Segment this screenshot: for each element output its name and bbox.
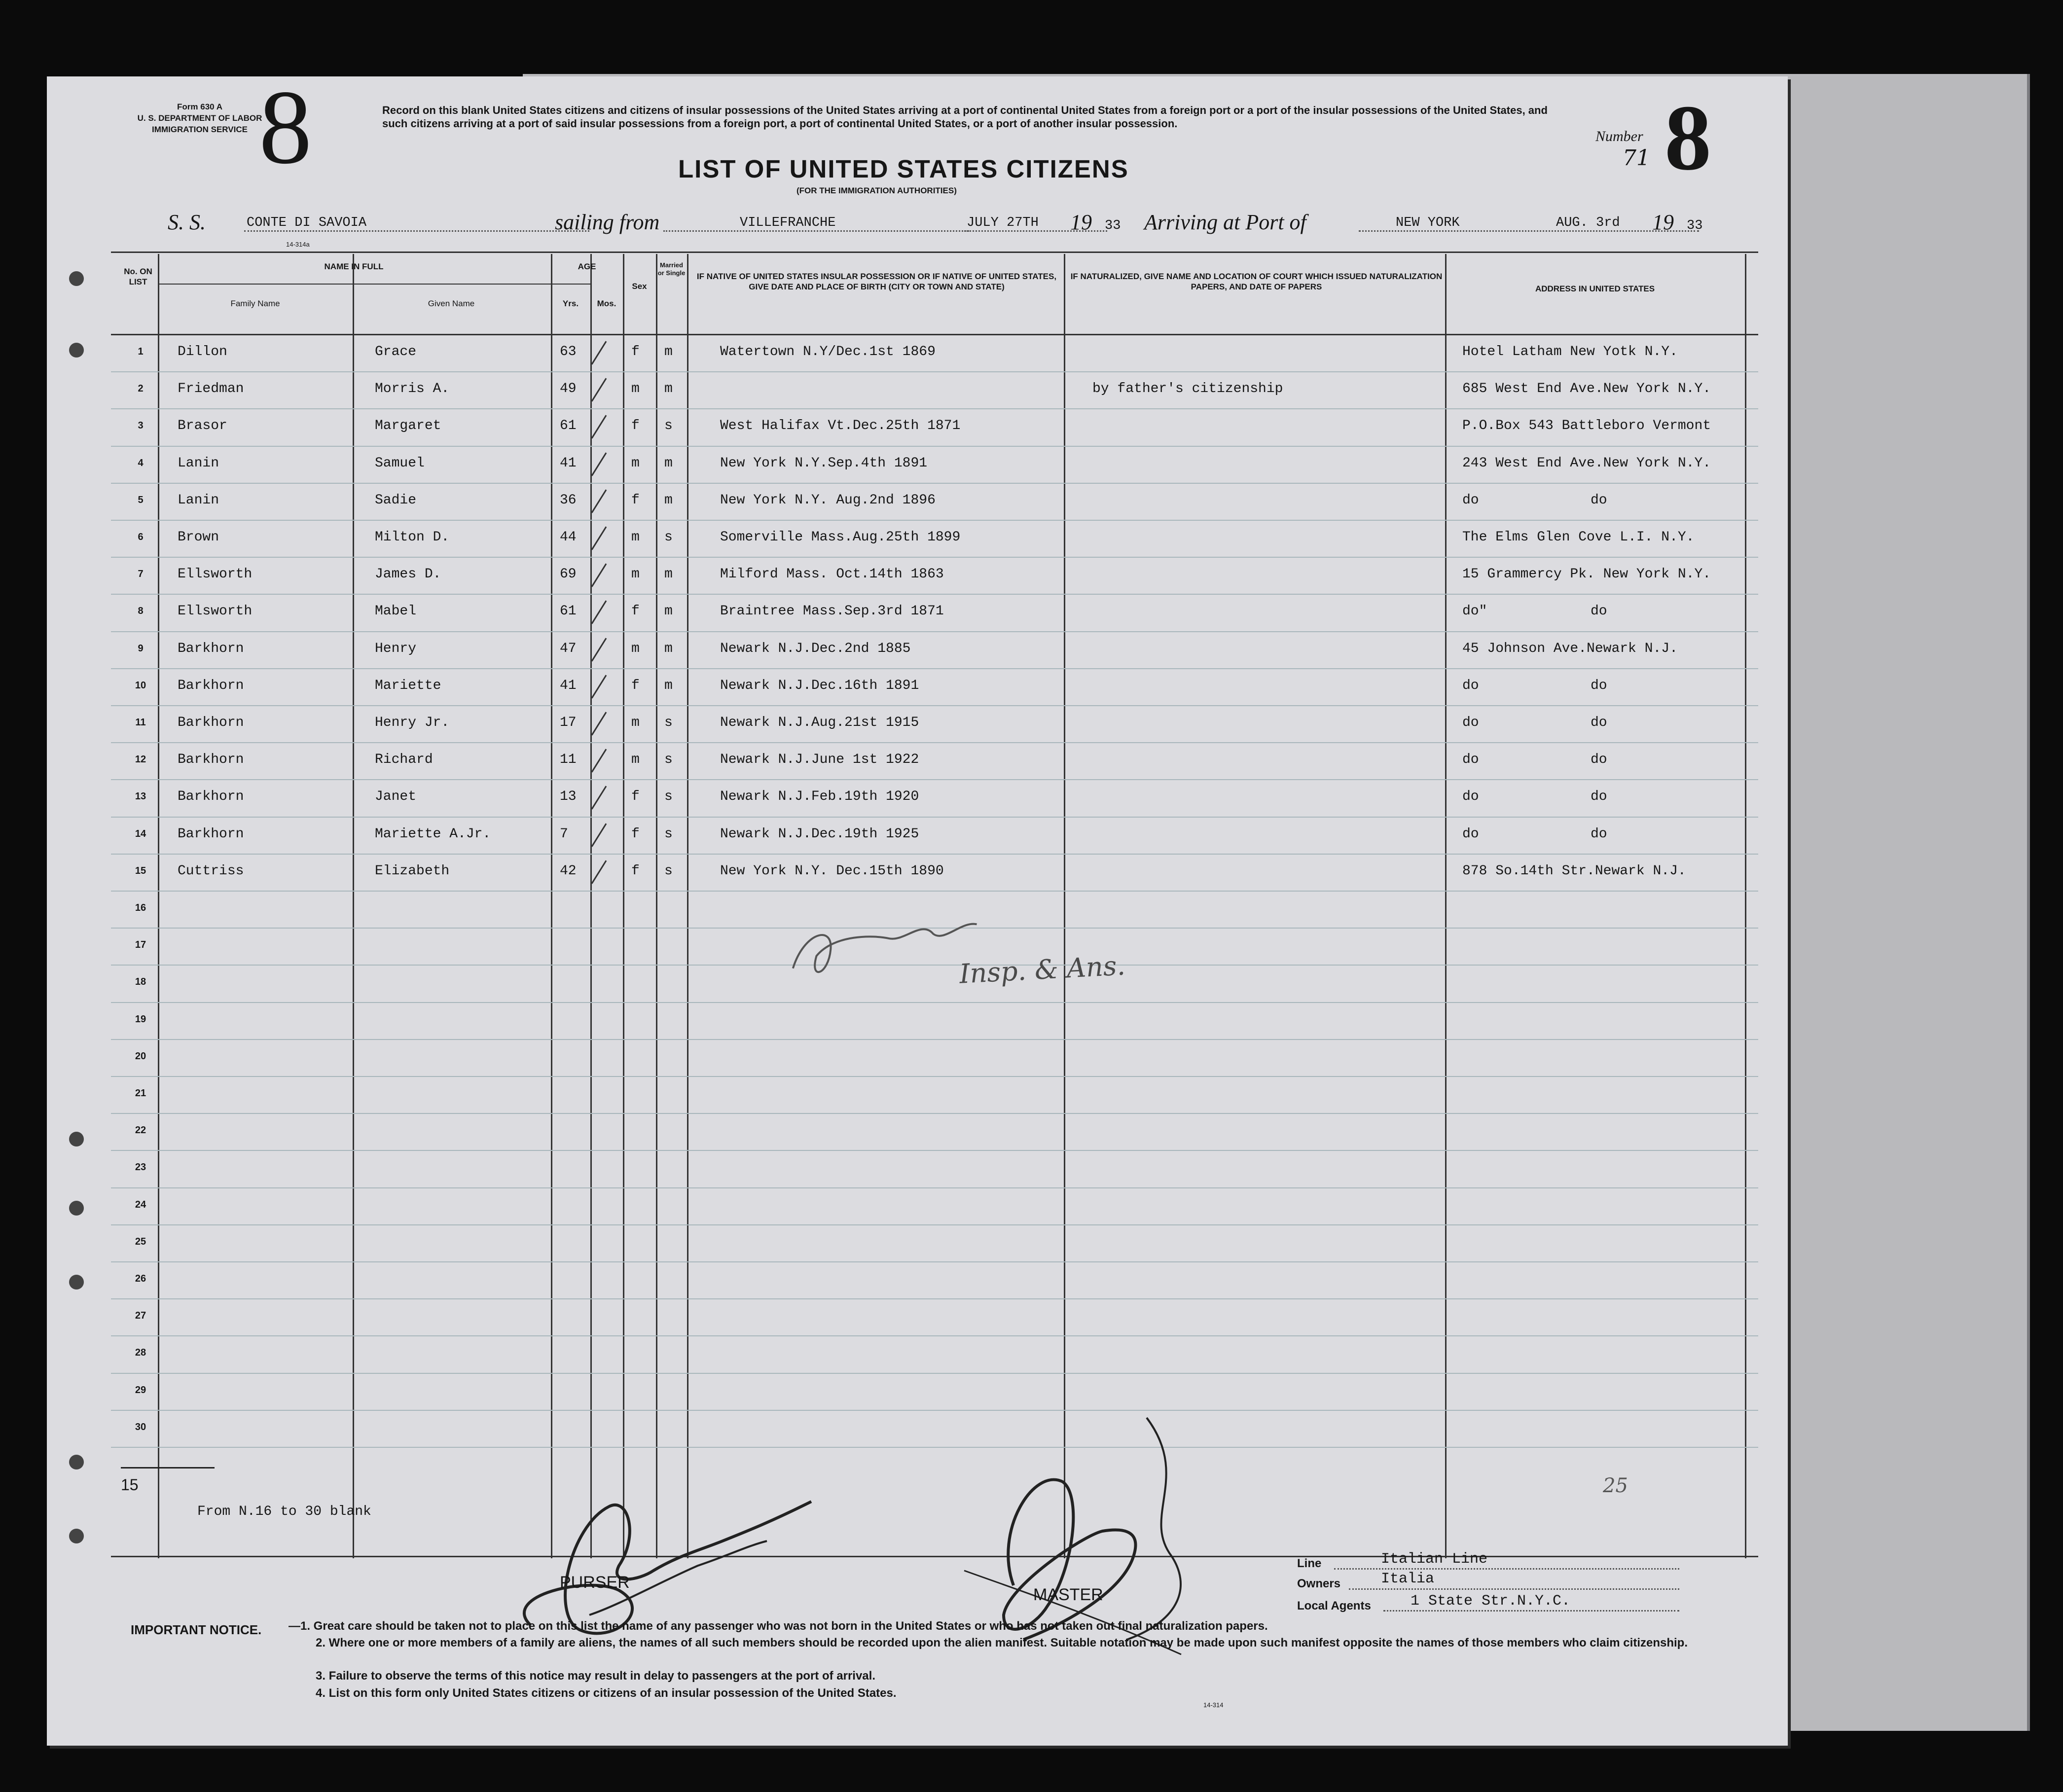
row-rule (111, 1002, 1758, 1003)
agents-label: Local Agents (1297, 1599, 1371, 1613)
row-rule (111, 891, 1758, 892)
line-label: Line (1297, 1557, 1322, 1570)
row-yrs: 63 (560, 344, 577, 359)
year-2: 33 (1687, 218, 1703, 233)
header-bottom-rule (111, 334, 1758, 335)
row-given: Morris A. (375, 381, 450, 397)
row-birth: New York N.Y. Aug.2nd 1896 (720, 492, 936, 508)
row-rule (111, 779, 1758, 780)
row-rule (111, 1076, 1758, 1077)
age-tick-icon (591, 712, 607, 735)
row-number: 9 (138, 643, 144, 654)
row-addr2: do (1591, 604, 1607, 619)
port-underline (1359, 230, 1699, 232)
form-subtitle: (FOR THE IMMIGRATION AUTHORITIES) (796, 186, 957, 195)
age-tick-icon (591, 341, 607, 364)
ship-underline (244, 230, 589, 232)
row-addr1: do (1462, 492, 1479, 508)
row-addr1: do (1462, 678, 1479, 693)
row-number: 4 (138, 457, 144, 468)
row-rule (111, 854, 1758, 855)
row-addr1: do" (1462, 604, 1487, 619)
row-number: 19 (135, 1013, 146, 1025)
row-yrs: 41 (560, 678, 577, 693)
binding-hole (69, 271, 84, 286)
col-divider (590, 254, 592, 1558)
department: U. S. DEPARTMENT OF LABOR (137, 113, 262, 123)
row-rule (111, 1113, 1758, 1114)
row-ms: s (664, 418, 673, 434)
row-given: Elizabeth (375, 863, 450, 879)
row-rule (111, 520, 1758, 521)
notice-heading: IMPORTANT NOTICE. (131, 1622, 262, 1637)
owners-value: Italia (1381, 1571, 1435, 1587)
row-rule (111, 1261, 1758, 1262)
age-tick-icon (591, 749, 607, 773)
row-birth: Somerville Mass.Aug.25th 1899 (720, 530, 961, 545)
agents-underline (1383, 1610, 1679, 1612)
row-number: 25 (135, 1236, 146, 1247)
row-sex: f (631, 604, 640, 619)
row-given: Henry Jr. (375, 715, 450, 730)
row-rule (111, 742, 1758, 743)
row-number: 2 (138, 383, 144, 394)
col-divider (551, 254, 552, 1558)
row-given: Henry (375, 641, 417, 656)
age-tick-icon (591, 786, 607, 810)
row-number: 27 (135, 1310, 146, 1322)
row-number: 16 (135, 902, 146, 913)
row-ms: s (664, 826, 673, 842)
form-id: Form 630 A (177, 102, 222, 111)
row-rule (111, 408, 1758, 409)
row-nat: by father's citizenship (1092, 381, 1283, 397)
row-yrs: 49 (560, 381, 577, 397)
row-addr2: do (1591, 492, 1607, 508)
row-birth: West Halifax Vt.Dec.25th 1871 (720, 418, 961, 434)
row-ms: m (664, 455, 673, 471)
row-yrs: 36 (560, 492, 577, 508)
header-mos: Mos. (597, 299, 616, 308)
line-underline (1334, 1568, 1679, 1570)
row-yrs: 69 (560, 567, 577, 582)
row-addr2: do (1591, 715, 1607, 730)
age-tick-icon (591, 378, 607, 402)
header-address: ADDRESS IN UNITED STATES (1535, 284, 1655, 293)
binding-hole (69, 1529, 84, 1543)
row-given: Grace (375, 344, 417, 359)
col-divider (353, 254, 354, 1558)
row-number: 24 (135, 1199, 146, 1210)
row-family: Ellsworth (178, 567, 253, 582)
binding-hole (69, 1455, 84, 1469)
page-count: 25 (1603, 1474, 1628, 1497)
row-birth: Newark N.J.Dec.2nd 1885 (720, 641, 911, 656)
col-divider (1745, 254, 1746, 1558)
row-ms: m (664, 344, 673, 359)
row-sex: m (631, 752, 640, 768)
row-rule (111, 557, 1758, 558)
row-number: 26 (135, 1273, 146, 1284)
line-value: Italian Line (1381, 1551, 1488, 1568)
row-family: Brown (178, 530, 219, 545)
row-birth: Newark N.J.Feb.19th 1920 (720, 789, 919, 805)
binding-hole (69, 1275, 84, 1290)
notice-item-2: 2. Where one or more members of a family are aliens, the names of all such members should be recorded upon the alien manifest. Suitable notation may be made upon such manifest opposite the names of those members who claim citizenship. (316, 1636, 1688, 1649)
row-number: 30 (135, 1421, 146, 1433)
row-ms: s (664, 530, 673, 545)
row-given: Janet (375, 789, 417, 805)
row-rule (111, 1187, 1758, 1188)
row-yrs: 47 (560, 641, 577, 656)
header-name-in-full: NAME IN FULL (324, 262, 384, 271)
row-number: 7 (138, 569, 144, 580)
row-addr2: do (1591, 752, 1607, 768)
total-count: 15 (121, 1476, 139, 1494)
header-no: No. ON LIST (124, 267, 152, 287)
row-given: Sadie (375, 492, 417, 508)
row-yrs: 17 (560, 715, 577, 730)
col-divider (158, 254, 159, 1558)
row-sex: m (631, 641, 640, 656)
owners-underline (1349, 1588, 1679, 1590)
row-number: 22 (135, 1125, 146, 1136)
row-sex: f (631, 418, 640, 434)
row-yrs: 7 (560, 826, 568, 842)
binding-hole (69, 1201, 84, 1216)
notice-item-1: —1. Great care should be taken not to place on this list the name of any passenger who was not born in the United States or who has not taken out final naturalization papers. (289, 1619, 1268, 1633)
row-family: Barkhorn (178, 678, 244, 693)
row-ms: m (664, 567, 673, 582)
row-birth: Newark N.J.Dec.16th 1891 (720, 678, 919, 693)
row-number: 18 (135, 976, 146, 988)
number-label: Number (1595, 128, 1643, 144)
row-addr2: do (1591, 789, 1607, 805)
row-family: Barkhorn (178, 789, 244, 805)
col-divider (656, 254, 657, 1558)
row-number: 17 (135, 939, 146, 951)
age-tick-icon (591, 675, 607, 698)
row-given: Samuel (375, 455, 425, 471)
row-birth: Watertown N.Y/Dec.1st 1869 (720, 344, 936, 359)
row-sex: m (631, 530, 640, 545)
ss-label: S. S. (168, 210, 206, 234)
number-value: 71 (1623, 145, 1650, 171)
row-rule (111, 668, 1758, 669)
header-family-name: Family Name (230, 299, 280, 308)
form-title: LIST OF UNITED STATES CITIZENS (678, 155, 1129, 183)
row-birth: Newark N.J.Aug.21st 1915 (720, 715, 919, 730)
row-rule (111, 705, 1758, 706)
blank-note: From N.16 to 30 blank (197, 1504, 371, 1519)
arrival-port: NEW YORK (1396, 215, 1460, 230)
row-rule (111, 594, 1758, 595)
row-addr1: Hotel Latham New Yotk N.Y. (1462, 344, 1678, 359)
form-identifier (118, 101, 281, 135)
subheader-rule (158, 284, 592, 285)
from-underline (663, 230, 969, 232)
col-divider (1445, 254, 1447, 1558)
row-family: Dillon (178, 344, 227, 359)
row-rule (111, 1150, 1758, 1151)
row-ms: m (664, 641, 673, 656)
header-age: AGE (578, 262, 596, 271)
arrival-date: AUG. 3rd (1556, 215, 1620, 230)
manifest-page (47, 76, 1788, 1746)
row-family: Brasor (178, 418, 227, 434)
row-family: Lanin (178, 492, 219, 508)
row-yrs: 41 (560, 455, 577, 471)
inspector-signature (774, 904, 987, 997)
small-code: 14-314a (286, 241, 310, 248)
row-number: 29 (135, 1384, 146, 1396)
inspector-scribble-icon (774, 904, 986, 989)
row-ms: m (664, 678, 673, 693)
row-ms: m (664, 381, 673, 397)
row-birth: Newark N.J.June 1st 1922 (720, 752, 919, 768)
row-yrs: 42 (560, 863, 577, 879)
purser-signature-icon (491, 1467, 861, 1694)
sheet-number: 8 (259, 76, 312, 186)
row-family: Friedman (178, 381, 244, 397)
row-sex: m (631, 381, 640, 397)
row-rule (111, 371, 1758, 372)
inspector-note: Insp. & Ans. (958, 950, 1126, 990)
row-birth: Milford Mass. Oct.14th 1863 (720, 567, 944, 582)
row-sex: m (631, 567, 640, 582)
row-family: Ellsworth (178, 604, 253, 619)
row-given: Mabel (375, 604, 417, 619)
notice-item-3: 3. Failure to observe the terms of this notice may result in delay to passengers at the port of arrival. (316, 1669, 875, 1683)
row-sex: f (631, 826, 640, 842)
row-number: 15 (135, 865, 146, 876)
row-addr1: 243 West End Ave.New York N.Y. (1462, 455, 1711, 471)
row-ms: m (664, 604, 673, 619)
age-tick-icon (591, 860, 607, 884)
owners-label: Owners (1297, 1577, 1341, 1590)
row-number: 6 (138, 532, 144, 542)
row-sex: f (631, 789, 640, 805)
number-big: 8 (1665, 86, 1711, 190)
row-addr1: do (1462, 789, 1479, 805)
header-yrs: Yrs. (562, 299, 579, 308)
row-addr1: 15 Grammercy Pk. New York N.Y. (1462, 567, 1711, 582)
row-number: 14 (135, 828, 146, 839)
sailing-label: sailing from (555, 210, 660, 234)
row-addr1: P.O.Box 543 Battleboro Vermont (1462, 418, 1711, 434)
age-tick-icon (591, 564, 607, 587)
notice-code: 14-314 (1203, 1701, 1224, 1709)
binding-hole (69, 343, 84, 358)
row-birth: New York N.Y. Dec.15th 1890 (720, 863, 944, 879)
age-tick-icon (591, 452, 607, 476)
row-rule (111, 1373, 1758, 1374)
row-rule (111, 446, 1758, 447)
year-prefix-1: 19 (1070, 210, 1092, 234)
header-native: IF NATIVE OF UNITED STATES INSULAR POSSESSION OR IF NATIVE OF UNITED STATES, GIVE DATE AND PLACE OF BIRTH (CITY OR TOWN AND STATE) (696, 272, 1057, 291)
row-addr1: The Elms Glen Cove L.I. N.Y. (1462, 530, 1695, 545)
row-given: Mariette A.Jr. (375, 826, 491, 842)
age-tick-icon (591, 823, 607, 847)
notice-item-4: 4. List on this form only United States citizens or citizens of an insular possession of the United States. (316, 1686, 897, 1700)
record-instruction: Record on this blank United States citizens and citizens of insular possessions of the United States arriving at a port of continental United States from a foreign port or a port of the insular possessions of the United States, and such citizens arriving at a port of said insular possessions from a foreign port, a port of continental United States, or a port of another insular possession. (382, 104, 1548, 130)
row-number: 10 (135, 680, 146, 691)
row-yrs: 61 (560, 418, 577, 434)
row-ms: s (664, 863, 673, 879)
row-number: 28 (135, 1347, 146, 1359)
row-number: 21 (135, 1088, 146, 1099)
header-given-name: Given Name (428, 299, 475, 308)
row-given: James D. (375, 567, 441, 582)
row-addr2: do (1591, 826, 1607, 842)
row-family: Barkhorn (178, 715, 244, 730)
row-ms: m (664, 492, 673, 508)
row-yrs: 13 (560, 789, 577, 805)
row-number: 8 (138, 606, 144, 617)
row-yrs: 11 (560, 752, 577, 768)
row-yrs: 61 (560, 604, 577, 619)
row-family: Cuttriss (178, 863, 244, 879)
age-tick-icon (591, 638, 607, 661)
row-ms: s (664, 789, 673, 805)
row-addr1: 685 West End Ave.New York N.Y. (1462, 381, 1711, 397)
age-tick-icon (591, 489, 607, 513)
year-prefix-2: 19 (1652, 210, 1674, 234)
row-given: Mariette (375, 678, 441, 693)
row-given: Milton D. (375, 530, 450, 545)
age-tick-icon (591, 601, 607, 624)
row-sex: m (631, 455, 640, 471)
master-label: MASTER (1033, 1585, 1103, 1604)
row-birth: New York N.Y.Sep.4th 1891 (720, 455, 928, 471)
row-ms: s (664, 715, 673, 730)
row-addr1: 878 So.14th Str.Newark N.J. (1462, 863, 1686, 879)
sailing-date: JULY 27TH (967, 215, 1039, 230)
row-rule (111, 1335, 1758, 1336)
row-number: 13 (135, 791, 146, 802)
header-married: Married or Single (657, 261, 686, 277)
row-birth: Braintree Mass.Sep.3rd 1871 (720, 604, 944, 619)
row-number: 12 (135, 754, 146, 765)
row-addr1: do (1462, 752, 1479, 768)
year-1: 33 (1105, 218, 1121, 233)
header-sex: Sex (632, 282, 647, 291)
count-rule (121, 1467, 215, 1469)
row-family: Barkhorn (178, 826, 244, 842)
purser-label: PURSER (560, 1573, 630, 1592)
row-given: Margaret (375, 418, 441, 434)
row-rule (111, 1298, 1758, 1299)
age-tick-icon (591, 526, 607, 550)
row-birth: Newark N.J.Dec.19th 1925 (720, 826, 919, 842)
ship-name: CONTE DI SAVOIA (247, 215, 367, 230)
from-port: VILLEFRANCHE (740, 215, 836, 230)
row-number: 3 (138, 420, 144, 431)
row-given: Richard (375, 752, 433, 768)
row-number: 23 (135, 1162, 146, 1173)
col-divider (1064, 254, 1065, 1558)
row-addr1: 45 Johnson Ave.Newark N.J. (1462, 641, 1678, 656)
binding-hole (69, 1132, 84, 1147)
row-sex: f (631, 492, 640, 508)
row-ms: s (664, 752, 673, 768)
row-rule (111, 1039, 1758, 1040)
agents-value: 1 State Str.N.Y.C. (1411, 1593, 1571, 1610)
row-sex: f (631, 863, 640, 879)
row-family: Barkhorn (178, 752, 244, 768)
row-addr2: do (1591, 678, 1607, 693)
col-divider (687, 254, 688, 1558)
row-number: 5 (138, 494, 144, 505)
row-sex: m (631, 715, 640, 730)
row-rule (111, 817, 1758, 818)
arriving-label: Arriving at Port of (1144, 210, 1306, 234)
row-addr1: do (1462, 715, 1479, 730)
row-family: Lanin (178, 455, 219, 471)
row-rule (111, 483, 1758, 484)
row-rule (111, 631, 1758, 632)
row-number: 1 (138, 346, 144, 357)
table-top-rule (111, 251, 1758, 253)
row-sex: f (631, 678, 640, 693)
col-divider (623, 254, 624, 1558)
age-tick-icon (591, 415, 607, 439)
row-number: 20 (135, 1050, 146, 1062)
row-yrs: 44 (560, 530, 577, 545)
row-sex: f (631, 344, 640, 359)
row-addr1: do (1462, 826, 1479, 842)
row-rule (111, 1224, 1758, 1225)
service: IMMIGRATION SERVICE (152, 125, 248, 134)
header-naturalized: IF NATURALIZED, GIVE NAME AND LOCATION OF COURT WHICH ISSUED NATURALIZATION PAPERS, AND DATE OF PAPERS (1070, 272, 1443, 291)
row-number: 11 (135, 717, 146, 728)
row-family: Barkhorn (178, 641, 244, 656)
